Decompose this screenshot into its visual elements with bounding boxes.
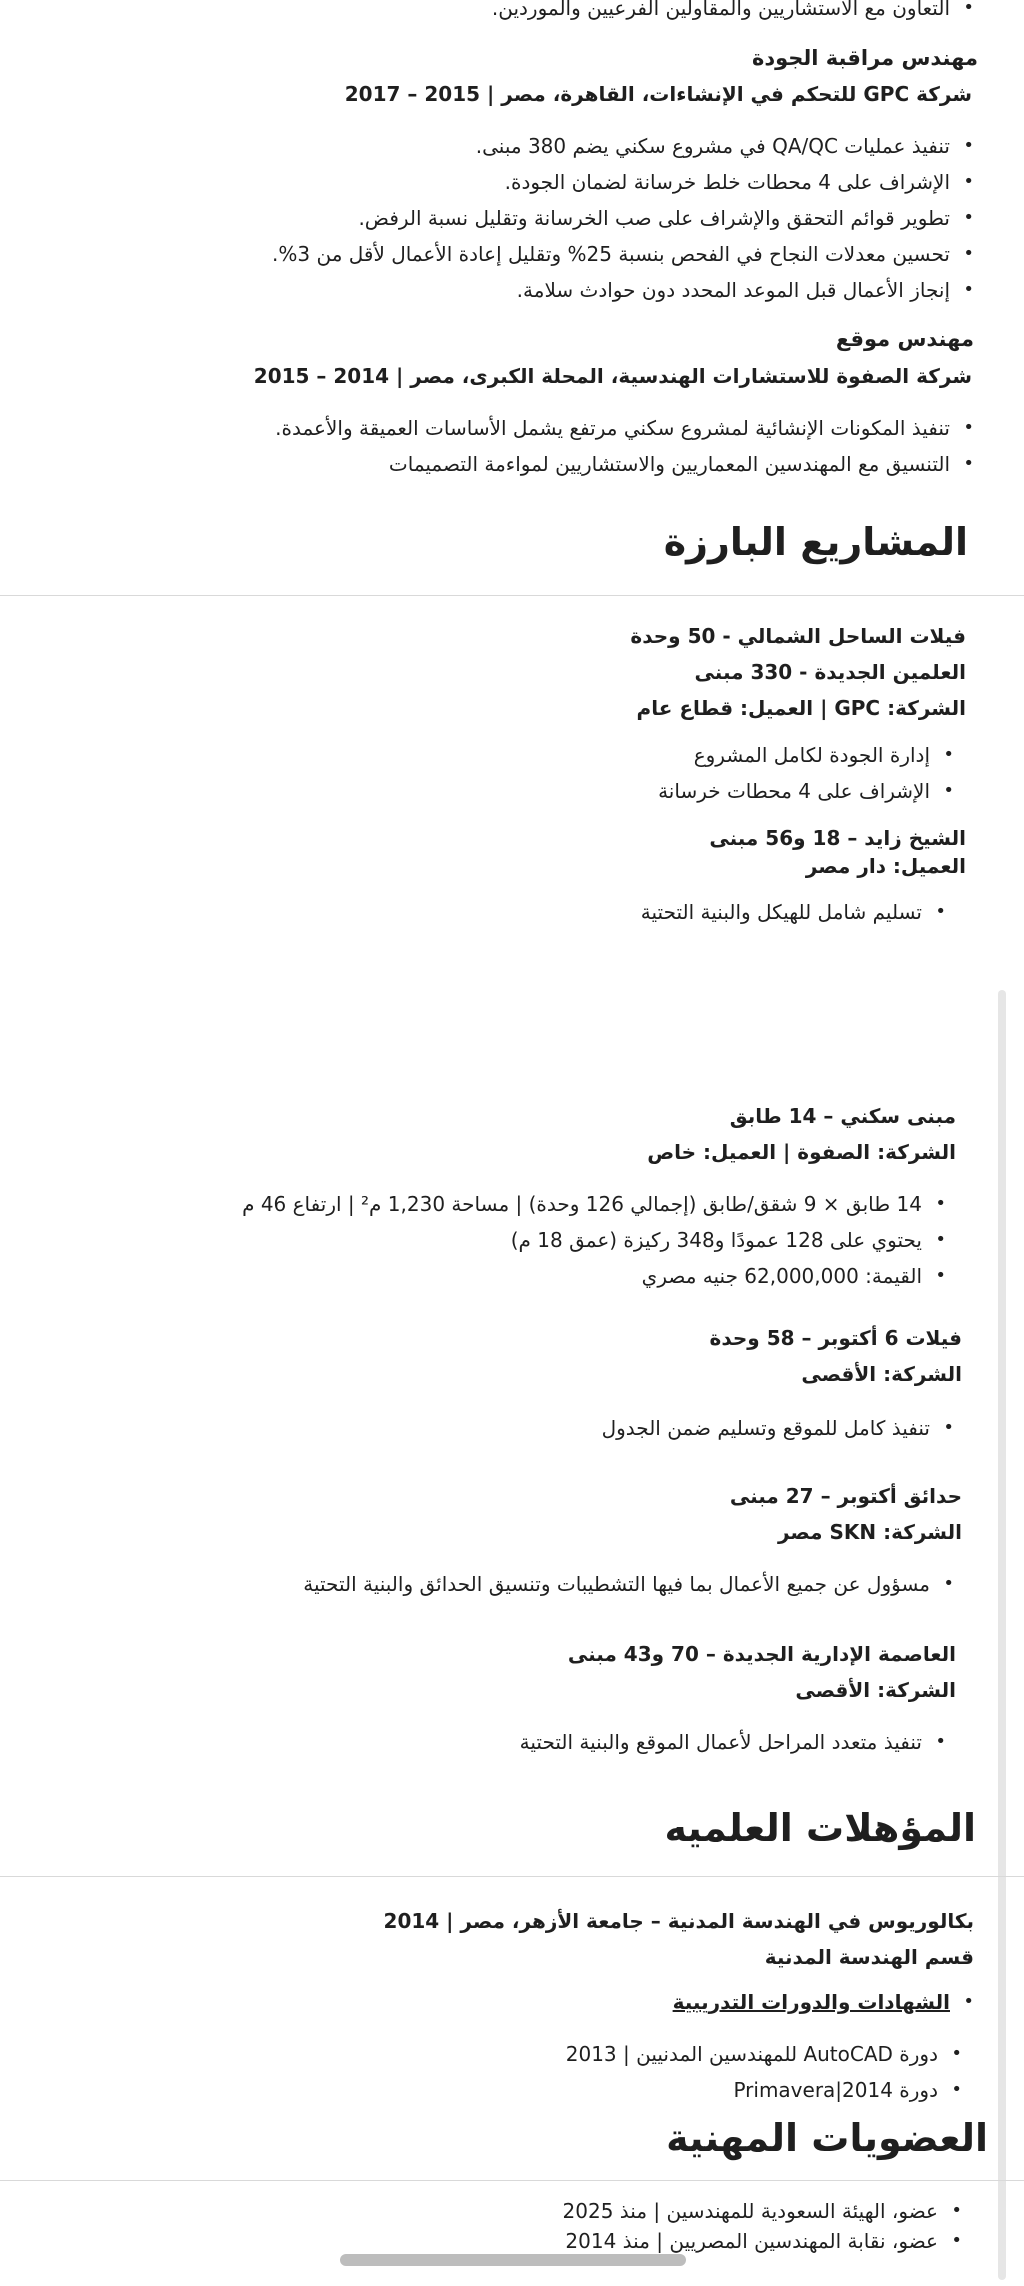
list-item: • دورة Primavera|2014 — [566, 2072, 962, 2108]
list-item — [673, 1984, 974, 2020]
list-item: • تنفيذ المكونات الإنشائية لمشروع سكني مرتفع يشمل الأساسات العميقة والأعمدة. — [275, 410, 974, 446]
section-divider — [0, 1876, 1024, 1877]
section-divider — [0, 595, 1024, 596]
job-bullets — [275, 410, 974, 482]
project-meta: الشركة: الأقصى — [801, 1362, 962, 1386]
list-item: • الإشراف على 4 محطات خرسانة — [658, 773, 954, 809]
job-title: مهندس مراقبة الجودة — [751, 46, 978, 70]
list-item: • تنفيذ عمليات QA/QC في مشروع سكني يضم 380 مبنى. — [272, 128, 974, 164]
project-meta: الشركة: SKN مصر — [777, 1520, 962, 1544]
certs-heading-list — [673, 1984, 974, 2020]
list-item: • مسؤول عن جميع الأعمال بما فيها التشطيبات وتنسيق الحدائق والبنية التحتية — [303, 1566, 954, 1602]
vertical-scrollbar[interactable] — [998, 990, 1006, 2280]
list-item: • يحتوي على 128 عمودًا و348 ركيزة (عمق 18 م) — [242, 1222, 946, 1258]
horizontal-scroll-indicator[interactable] — [340, 2254, 686, 2266]
list-item: • إنجاز الأعمال قبل الموعد المحدد دون حوادث سلامة. — [272, 272, 974, 308]
list-item: • عضو، الهيئة السعودية للمهندسين | منذ 2025 — [563, 2196, 962, 2226]
project-title: فيلات 6 أكتوبر – 58 وحدة — [709, 1326, 962, 1350]
project-subtitle: العلمين الجديدة - 330 مبنى — [694, 660, 966, 684]
project-meta: الشركة: GPC | العميل: قطاع عام — [636, 696, 966, 720]
list-item: • الإشراف على 4 محطات خلط خرسانة لضمان الجودة. — [272, 164, 974, 200]
project-meta: الشركة: الأقصى — [795, 1678, 956, 1702]
prev-experience-list — [492, 0, 974, 26]
list-item: • تحسين معدلات النجاح في الفحص بنسبة 25% وتقليل إعادة الأعمال لأقل من 3%. — [272, 236, 974, 272]
job-title: مهندس موقع — [835, 327, 974, 351]
list-item: • التعاون مع الاستشاريين والمقاولين الفرعيين والموردين. — [492, 0, 974, 26]
memberships-list — [563, 2196, 962, 2256]
project-bullets — [658, 737, 954, 809]
list-item: • إدارة الجودة لكامل المشروع — [658, 737, 954, 773]
certs-label: الشهادات والدورات التدريبية — [672, 1990, 950, 2014]
project-title: حدائق أكتوبر – 27 مبنى — [729, 1484, 962, 1508]
project-bullets — [520, 1724, 946, 1760]
list-item: • 14 طابق × 9 شقق/طابق (إجمالي 126 وحدة) | مساحة 1,230 م² | ارتفاع 46 م — [242, 1186, 946, 1222]
project-title: مبنى سكني – 14 طابق — [729, 1104, 956, 1128]
list-item: • تسليم شامل للهيكل والبنية التحتية — [641, 894, 946, 930]
project-meta: العميل: دار مصر — [805, 854, 966, 878]
project-bullets — [242, 1186, 946, 1294]
project-bullets — [602, 1410, 954, 1446]
job-company: شركة الصفوة للاستشارات الهندسية، المحلة الكبرى، مصر | 2014 – 2015 — [253, 364, 972, 388]
project-title: الشيخ زايد – 18 و56 مبنى — [709, 826, 966, 850]
job-bullets — [272, 128, 974, 308]
project-bullets — [303, 1566, 954, 1602]
education-degree: بكالوريوس في الهندسة المدنية – جامعة الأزهر، مصر | 2014 — [383, 1909, 974, 1933]
list-item: • تنفيذ متعدد المراحل لأعمال الموقع والبنية التحتية — [520, 1724, 946, 1760]
list-item: • القيمة: 62,000,000 جنيه مصري — [242, 1258, 946, 1294]
education-dept: قسم الهندسة المدنية — [764, 1945, 974, 1969]
section-heading-education: المؤهلات العلميه — [664, 1806, 976, 1850]
list-item: • عضو، نقابة المهندسين المصريين | منذ 2014 — [563, 2226, 962, 2256]
list-item: • تنفيذ كامل للموقع وتسليم ضمن الجدول — [602, 1410, 954, 1446]
project-meta: الشركة: الصفوة | العميل: خاص — [647, 1140, 956, 1164]
section-heading-projects: المشاريع البارزة — [663, 520, 968, 564]
section-heading-memberships: العضويات المهنية — [666, 2116, 988, 2160]
list-item: • التنسيق مع المهندسين المعماريين والاستشاريين لمواءمة التصميمات — [275, 446, 974, 482]
list-item: • تطوير قوائم التحقق والإشراف على صب الخرسانة وتقليل نسبة الرفض. — [272, 200, 974, 236]
project-bullets — [641, 894, 946, 930]
list-item: • دورة AutoCAD للمهندسين المدنيين | 2013 — [566, 2036, 962, 2072]
courses-list — [566, 2036, 962, 2108]
job-company: شركة GPC للتحكم في الإنشاءات، القاهرة، مصر | 2015 – 2017 — [344, 82, 972, 106]
project-title: فيلات الساحل الشمالي - 50 وحدة — [630, 624, 966, 648]
section-divider — [0, 2180, 1024, 2181]
project-title: العاصمة الإدارية الجديدة – 70 و43 مبنى — [567, 1642, 956, 1666]
